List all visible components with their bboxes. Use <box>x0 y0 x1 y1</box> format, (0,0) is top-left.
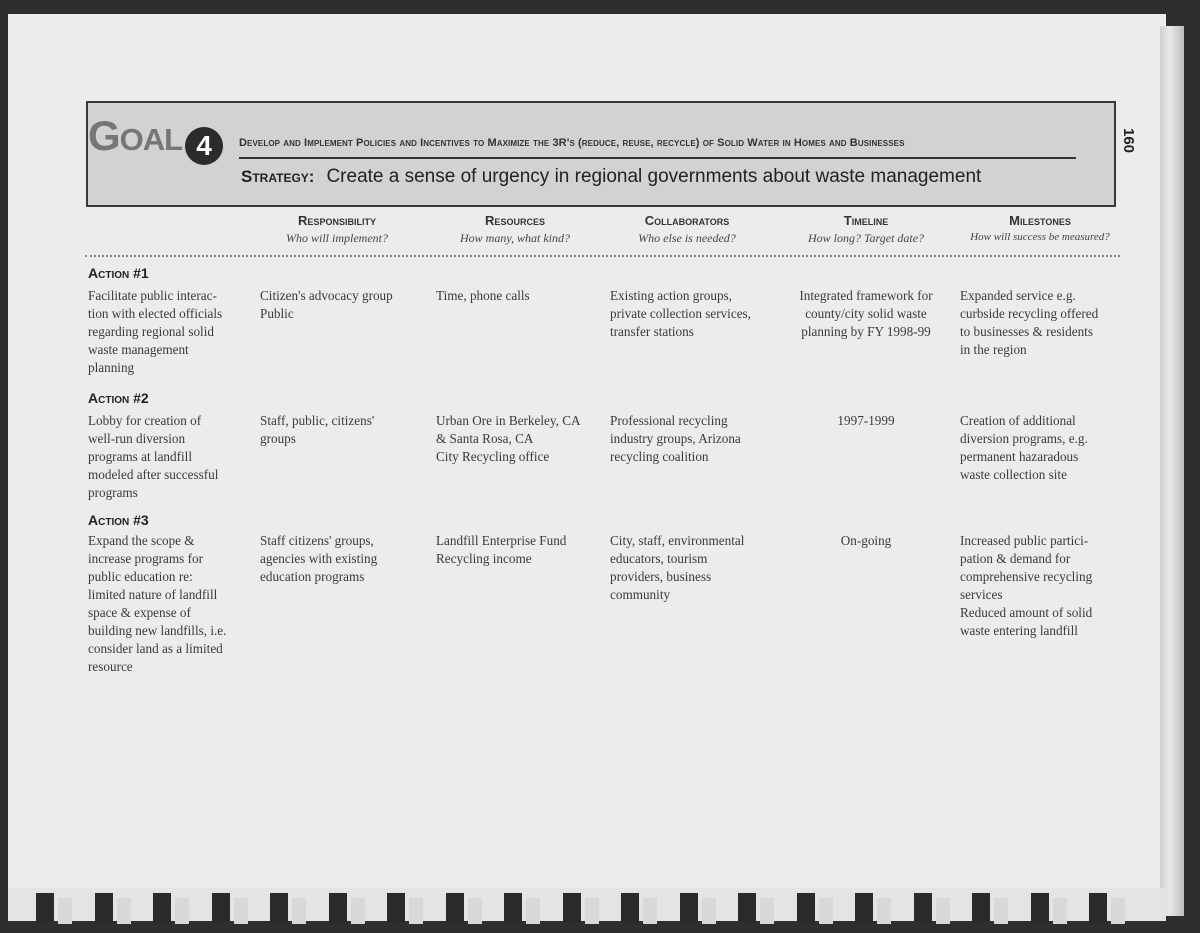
action-2-timeline: 1997-1999 <box>837 413 895 428</box>
binding-gap <box>585 898 599 924</box>
strategy-text: Create a sense of urgency in regional governments about waste management <box>326 166 982 187</box>
goal-number-badge: 4 <box>185 127 223 165</box>
action-3-milestones: Increased public partici- pation & demand for comprehensive recycling services Reduced amount of solid waste entering landfill <box>960 533 1093 638</box>
action-1-label: Action #1 <box>88 265 149 281</box>
binding-ring <box>1089 893 1107 923</box>
binding-ring <box>855 893 873 923</box>
action-3-timeline: On-going <box>840 533 892 548</box>
binding-ring <box>446 893 464 923</box>
action-2-description: Lobby for creation of well-run diversion programs at landfill modeled after successful programs <box>88 413 219 500</box>
binding-gap <box>819 898 833 924</box>
binding-ring <box>329 893 347 923</box>
goal-heading-initial: G <box>88 112 120 159</box>
action-1-timeline: Integrated framework for county/city solid waste planning by FY 1998-99 <box>799 288 933 339</box>
binding-gap <box>58 898 72 924</box>
column-header-collaborators <box>612 213 762 246</box>
action-2-milestones: Creation of additional diversion programs, e.g. permanent hazaradous waste collection site <box>960 413 1088 482</box>
binding-ring <box>387 893 405 923</box>
binding-gap <box>936 898 950 924</box>
binding-ring <box>738 893 756 923</box>
column-header-milestones <box>960 213 1120 243</box>
binding-ring <box>1031 893 1049 923</box>
column-title: Responsibility <box>298 213 376 228</box>
column-subtitle: Who else is needed? <box>638 231 736 245</box>
binding-gap <box>1111 898 1125 924</box>
binding-ring <box>36 893 54 923</box>
goal-title: Develop and Implement Policies and Incentives to Maximize the 3R's (reduce, reuse, recycle) of Solid Water in Homes and Businesses <box>239 137 905 149</box>
binding-gap <box>175 898 189 924</box>
binding-gap <box>117 898 131 924</box>
binding-gap <box>877 898 891 924</box>
binding-gap <box>351 898 365 924</box>
binding-gap <box>234 898 248 924</box>
header-divider <box>85 255 1120 257</box>
binding-ring <box>914 893 932 923</box>
action-3-responsibility: Staff citizens' groups, agencies with existing education programs <box>260 533 378 584</box>
binding-ring <box>563 893 581 923</box>
action-3-description: Expand the scope & increase programs for public education re: limited nature of landfill space & expense of building new landfills, i.e. consider land as a limited resource <box>88 533 227 674</box>
binding-ring <box>797 893 815 923</box>
goal-heading-rest: OAL <box>119 122 183 157</box>
action-3-resources: Landfill Enterprise Fund Recycling income <box>436 533 567 566</box>
binding-gap <box>1053 898 1067 924</box>
action-1-resources: Time, phone calls <box>436 288 530 303</box>
column-header-timeline <box>791 213 941 246</box>
action-2-responsibility: Staff, public, citizens' groups <box>260 413 375 446</box>
strategy-label: Strategy: <box>241 167 315 186</box>
column-subtitle: How long? Target date? <box>807 231 925 245</box>
column-title: Milestones <box>1009 213 1071 228</box>
binding-ring <box>680 893 698 923</box>
action-1-milestones: Expanded service e.g. curbside recycling offered to businesses & residents in the region <box>960 288 1099 357</box>
binding-ring <box>95 893 113 923</box>
action-1-description: Facilitate public interac- tion with elected officials regarding regional solid waste management planning <box>88 288 223 375</box>
binding-gap <box>468 898 482 924</box>
binding-gap <box>760 898 774 924</box>
goal-heading <box>88 112 182 160</box>
binding-gap <box>643 898 657 924</box>
column-title: Timeline <box>843 213 889 228</box>
goal-banner <box>86 101 1116 207</box>
action-1-responsibility: Citizen's advocacy group Public <box>260 288 393 321</box>
page-stack-edge <box>1160 26 1184 916</box>
binding-ring <box>212 893 230 923</box>
column-header-responsibility <box>262 213 412 246</box>
page-number: 160 <box>1120 127 1138 154</box>
binding-ring <box>621 893 639 923</box>
binding-gap <box>994 898 1008 924</box>
column-title: Collaborators <box>644 213 730 228</box>
binding-gap <box>702 898 716 924</box>
binding-gap <box>409 898 423 924</box>
binding-gap <box>526 898 540 924</box>
action-2-resources: Urban Ore in Berkeley, CA & Santa Rosa, CA City Recycling office <box>436 413 581 464</box>
column-subtitle: Who will implement? <box>286 231 388 245</box>
action-2-collaborators: Professional recycling industry groups, Arizona recycling coalition <box>610 413 741 464</box>
binding-ring <box>504 893 522 923</box>
action-3-label: Action #3 <box>88 512 149 528</box>
strategy-line <box>241 166 981 188</box>
column-title: Resources <box>485 213 545 228</box>
column-subtitle: How will success be measured? <box>970 231 1110 243</box>
action-2-label: Action #2 <box>88 390 149 406</box>
binding-ring <box>153 893 171 923</box>
column-header-resources <box>440 213 590 246</box>
binding-ring <box>270 893 288 923</box>
title-rule <box>239 157 1076 159</box>
action-3-collaborators: City, staff, environmental educators, tourism providers, business community <box>610 533 745 602</box>
binding-gap <box>292 898 306 924</box>
binding-ring <box>972 893 990 923</box>
column-subtitle: How many, what kind? <box>460 231 570 245</box>
action-1-collaborators: Existing action groups, private collection services, transfer stations <box>610 288 751 339</box>
